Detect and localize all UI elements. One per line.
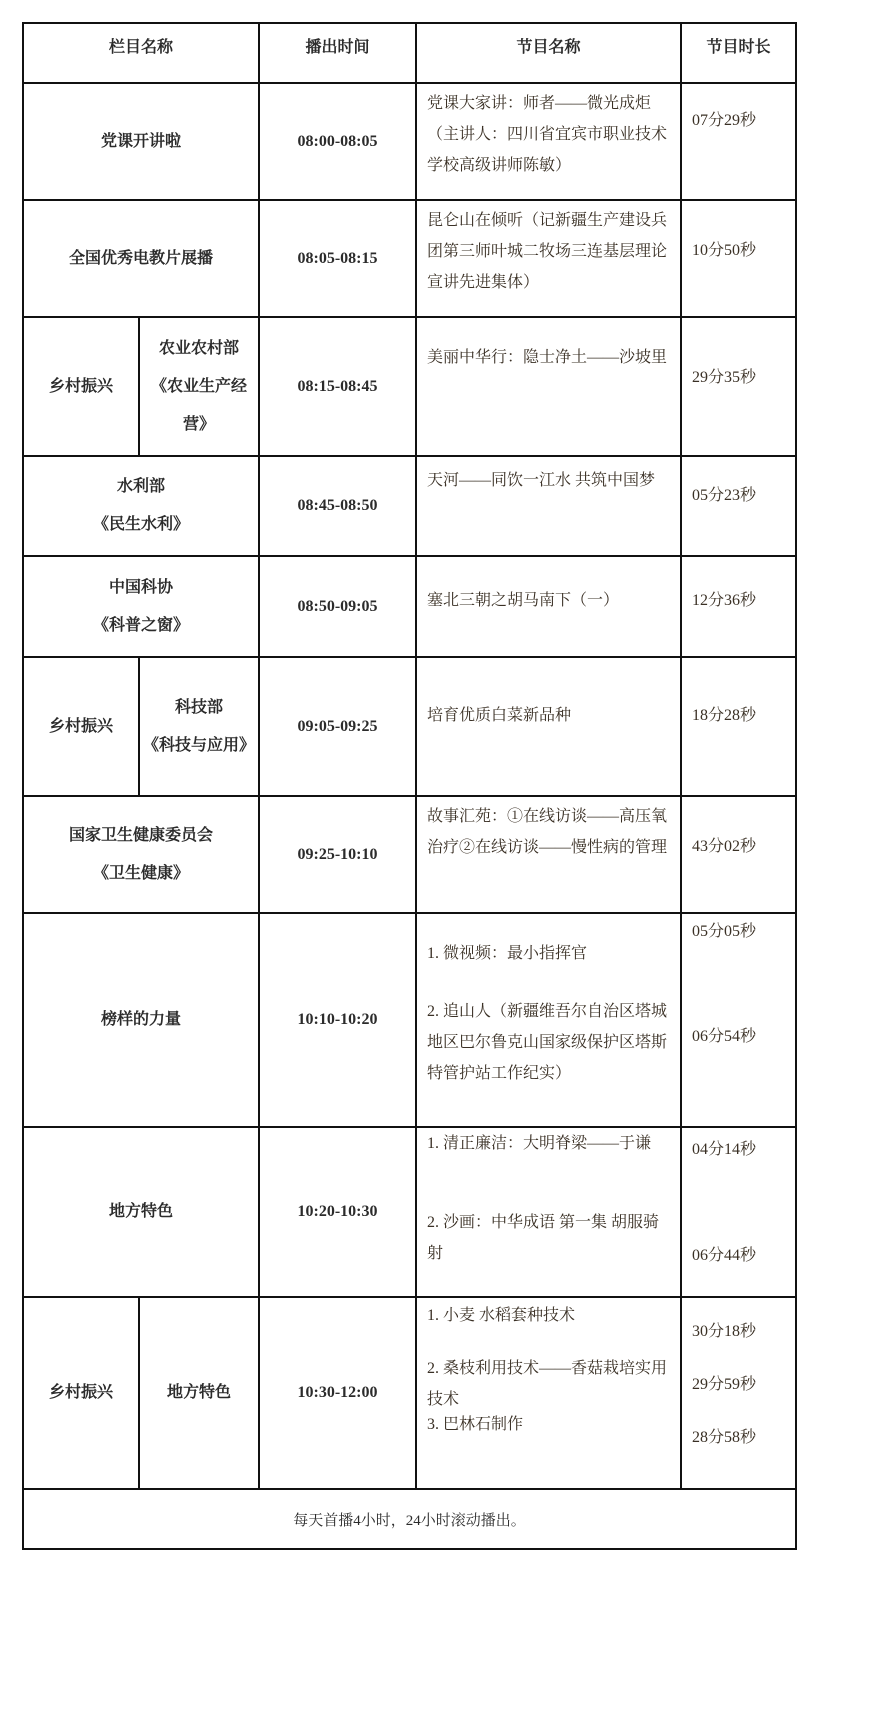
program-name: 3. 巴林石制作 bbox=[427, 1416, 524, 1433]
duration: 05分23秒 bbox=[692, 487, 757, 504]
table-row bbox=[23, 1127, 796, 1297]
column-name: 乡村振兴 bbox=[23, 1297, 139, 1489]
program-cell bbox=[416, 657, 681, 796]
duration: 07分29秒 bbox=[692, 112, 757, 129]
table-row bbox=[23, 456, 796, 556]
program-cell bbox=[416, 913, 681, 1127]
header-duration: 节目时长 bbox=[681, 23, 796, 83]
program-cell bbox=[416, 83, 681, 200]
duration: 06分54秒 bbox=[692, 1028, 757, 1045]
program-name: 2. 沙画：中华成语 第一集 胡服骑射 bbox=[427, 1214, 660, 1262]
duration-cell bbox=[681, 200, 796, 317]
column-name: 国家卫生健康委员会 《卫生健康》 bbox=[23, 796, 259, 913]
program-cell bbox=[416, 317, 681, 456]
program-name: 2. 桑枝利用技术——香菇栽培实用技术 bbox=[427, 1360, 668, 1408]
table-row bbox=[23, 83, 796, 200]
column-name: 全国优秀电教片展播 bbox=[23, 200, 259, 317]
header-column: 栏目名称 bbox=[23, 23, 259, 83]
column-name: 党课开讲啦 bbox=[23, 83, 259, 200]
sub-column-name: 科技部 《科技与应用》 bbox=[139, 657, 259, 796]
table-row bbox=[23, 657, 796, 796]
air-time: 10:10-10:20 bbox=[259, 913, 416, 1127]
table-row bbox=[23, 796, 796, 913]
header-time: 播出时间 bbox=[259, 23, 416, 83]
column-name: 乡村振兴 bbox=[23, 317, 139, 456]
footer-row bbox=[23, 1489, 796, 1549]
program-name: 塞北三朝之胡马南下（一） bbox=[427, 592, 620, 609]
program-cell bbox=[416, 796, 681, 913]
program-name: 故事汇苑：①在线访谈——高压氧治疗②在线访谈——慢性病的管理 bbox=[427, 808, 668, 856]
program-name: 昆仑山在倾听（记新疆生产建设兵团第三师叶城二牧场三连基层理论宣讲先进集体） bbox=[427, 212, 668, 291]
duration-cell bbox=[681, 83, 796, 200]
air-time: 08:50-09:05 bbox=[259, 556, 416, 657]
program-cell bbox=[416, 200, 681, 317]
duration: 29分35秒 bbox=[692, 369, 757, 386]
table-row bbox=[23, 200, 796, 317]
duration: 18分28秒 bbox=[692, 707, 757, 724]
air-time: 08:45-08:50 bbox=[259, 456, 416, 556]
program-cell bbox=[416, 556, 681, 657]
header-program: 节目名称 bbox=[416, 23, 681, 83]
duration: 28分58秒 bbox=[692, 1429, 757, 1446]
duration: 29分59秒 bbox=[692, 1376, 757, 1393]
duration: 30分18秒 bbox=[692, 1323, 757, 1340]
column-name: 榜样的力量 bbox=[23, 913, 259, 1127]
air-time: 10:20-10:30 bbox=[259, 1127, 416, 1297]
program-name: 党课大家讲：师者——微光成炬（主讲人：四川省宜宾市职业技术学校高级讲师陈敏） bbox=[427, 95, 668, 174]
column-name: 中国科协 《科普之窗》 bbox=[23, 556, 259, 657]
program-name: 天河——同饮一江水 共筑中国梦 bbox=[427, 472, 656, 489]
duration-cell bbox=[681, 556, 796, 657]
footer-note: 每天首播4小时，24小时滚动播出。 bbox=[23, 1489, 796, 1549]
duration-cell bbox=[681, 1127, 796, 1297]
column-name: 水利部 《民生水利》 bbox=[23, 456, 259, 556]
duration: 12分36秒 bbox=[692, 592, 757, 609]
duration: 43分02秒 bbox=[692, 838, 757, 855]
air-time: 08:00-08:05 bbox=[259, 83, 416, 200]
program-name: 2. 追山人（新疆维吾尔自治区塔城地区巴尔鲁克山国家级保护区塔斯特管护站工作纪实） bbox=[427, 1003, 668, 1082]
duration: 06分44秒 bbox=[692, 1247, 757, 1264]
air-time: 08:15-08:45 bbox=[259, 317, 416, 456]
program-cell bbox=[416, 1297, 681, 1489]
program-cell bbox=[416, 456, 681, 556]
program-name: 美丽中华行：隐士净土——沙坡里 bbox=[427, 349, 668, 366]
program-cell bbox=[416, 1127, 681, 1297]
sub-column-name: 地方特色 bbox=[139, 1297, 259, 1489]
program-name: 培育优质白菜新品种 bbox=[427, 707, 572, 724]
header-row bbox=[23, 23, 796, 83]
table-row bbox=[23, 317, 796, 456]
sub-column-name: 农业农村部 《农业生产经营》 bbox=[139, 317, 259, 456]
schedule-table bbox=[22, 22, 797, 1550]
table-row bbox=[23, 1297, 796, 1489]
air-time: 08:05-08:15 bbox=[259, 200, 416, 317]
duration: 04分14秒 bbox=[692, 1141, 757, 1158]
program-name: 1. 清正廉洁：大明脊梁——于谦 bbox=[427, 1135, 652, 1152]
duration-cell bbox=[681, 796, 796, 913]
program-name: 1. 小麦 水稻套种技术 bbox=[427, 1307, 576, 1324]
column-name: 地方特色 bbox=[23, 1127, 259, 1297]
duration: 05分05秒 bbox=[692, 923, 757, 940]
duration: 10分50秒 bbox=[692, 242, 757, 259]
program-name: 1. 微视频：最小指挥官 bbox=[427, 945, 588, 962]
duration-cell bbox=[681, 317, 796, 456]
duration-cell bbox=[681, 913, 796, 1127]
duration-cell bbox=[681, 456, 796, 556]
column-name: 乡村振兴 bbox=[23, 657, 139, 796]
duration-cell bbox=[681, 657, 796, 796]
table-row bbox=[23, 556, 796, 657]
table-row bbox=[23, 913, 796, 1127]
duration-cell bbox=[681, 1297, 796, 1489]
air-time: 10:30-12:00 bbox=[259, 1297, 416, 1489]
air-time: 09:05-09:25 bbox=[259, 657, 416, 796]
air-time: 09:25-10:10 bbox=[259, 796, 416, 913]
